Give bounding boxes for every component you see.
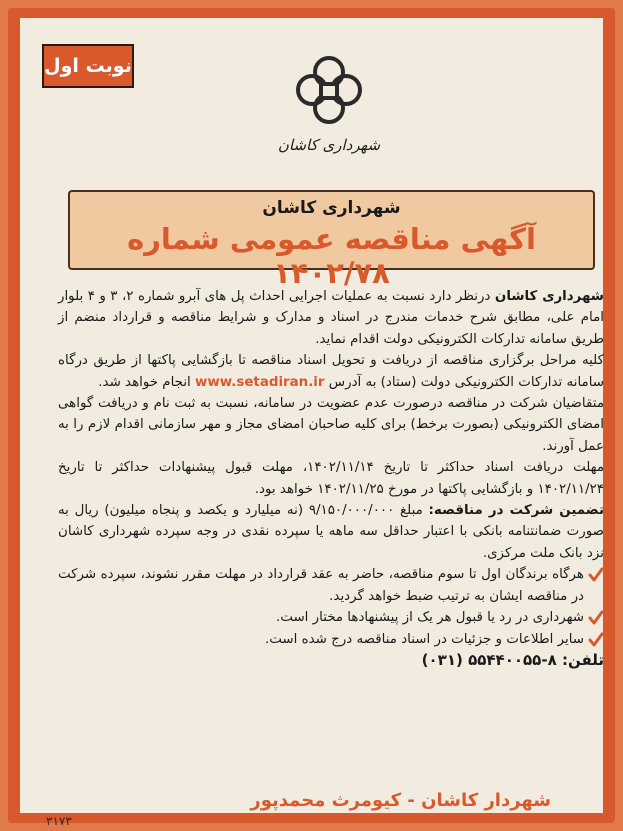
list-item xyxy=(58,629,604,650)
checkmark-icon xyxy=(588,567,604,583)
phone-number: تلفن: ۸-۵۵۴۴۰۰۵۵ (۰۳۱) xyxy=(421,650,604,669)
ad-body xyxy=(58,286,604,671)
guarantee-lead: تضمین شرکت در مناقصه: xyxy=(428,503,604,519)
checkmark-icon xyxy=(588,632,604,648)
paragraph-process xyxy=(58,350,604,393)
guarantee-text: مبلغ ۹/۱۵۰/۰۰۰/۰۰۰ (نه میلیارد و یکصد و پنجاه میلیون) ریال به صورت ضمانتنامه بانکی با اعتبار حداقل سه ماهه یا سپرده نقدی در وجه سپرده شهرداری کاشان نزد بانک ملت مرکزی. xyxy=(58,503,604,561)
ad-code: ۳۱۷۳ xyxy=(46,814,72,828)
bullet-text: شهرداری در رد یا قبول هر یک از پیشنهادها مختار است. xyxy=(276,610,584,626)
list-item xyxy=(58,564,604,607)
process-text: کلیه مراحل برگزاری مناقصه از دریافت و تحویل اسناد مناقصه تا بازگشایی پاکتها از طریق درگاه سامانه تدارکات الکترونیکی دولت (ستاد) به آدرس xyxy=(58,353,604,390)
paragraph-intro xyxy=(58,286,604,350)
municipality-logo-icon xyxy=(290,52,368,142)
ad-paper xyxy=(20,18,604,828)
bullet-text: هرگاه برندگان اول تا سوم مناقصه، حاضر به عقد قرارداد در مهلت مقرر نشوند، سپرده شرکت در مناقصه ایشان به ترتیب ضبط خواهد گردید. xyxy=(58,567,584,604)
paragraph-guarantee xyxy=(58,500,604,564)
title-subtitle: شهرداری کاشان xyxy=(262,198,401,218)
mayor-signature: شهردار کاشان - کیومرث محمدپور xyxy=(250,790,551,811)
setad-url-link[interactable]: www.setadiran.ir xyxy=(195,374,325,390)
intro-text: درنظر دارد نسبت به عملیات اجرایی احداث پل های آبرو شماره ۲، ۳ و ۴ بلوار امام علی، مطابق شرح خدمات مندرج در اسناد و مدارک و شرایط مناقصه و قرارداد منضم از طریق سامانه تدارکات الکترونیکی دولت اقدام نماید. xyxy=(58,289,604,347)
logo-caption: شهرداری کاشان xyxy=(277,136,381,154)
paragraph-registration: متقاضیان شرکت در مناقصه درصورت عدم عضویت در سامانه، نسبت به ثبت نام و دریافت گواهی امضای الکترونیکی (بصورت برخط) برای کلیه صاحبان امضای مجاز و مهر سازمانی اقدام لازم را به عمل آورند. xyxy=(58,396,604,454)
title-box xyxy=(68,190,595,290)
first-publication-badge: نوبت اول xyxy=(42,44,134,88)
intro-lead: شهرداری کاشان xyxy=(494,289,604,304)
paragraph-deadlines: مهلت دریافت اسناد حداکثر تا تاریخ ۱۴۰۲/۱۱/۱۴، مهلت قبول پیشنهادات حداکثر تا تاریخ ۱۴۰۲/۱۱/۲۴ و بازگشایی پاکتها در مورخ ۱۴۰۲/۱۱/۲۵ خواهد بود. xyxy=(58,460,604,497)
bullet-text: سایر اطلاعات و جزئیات در اسناد مناقصه درج شده است. xyxy=(265,631,584,647)
process-end: انجام خواهد شد. xyxy=(98,374,196,390)
list-item xyxy=(58,607,604,628)
checkmark-icon xyxy=(588,610,604,626)
title-main: آگهی مناقصه عمومی شماره ۱۴۰۲/۷۸ xyxy=(127,222,536,290)
